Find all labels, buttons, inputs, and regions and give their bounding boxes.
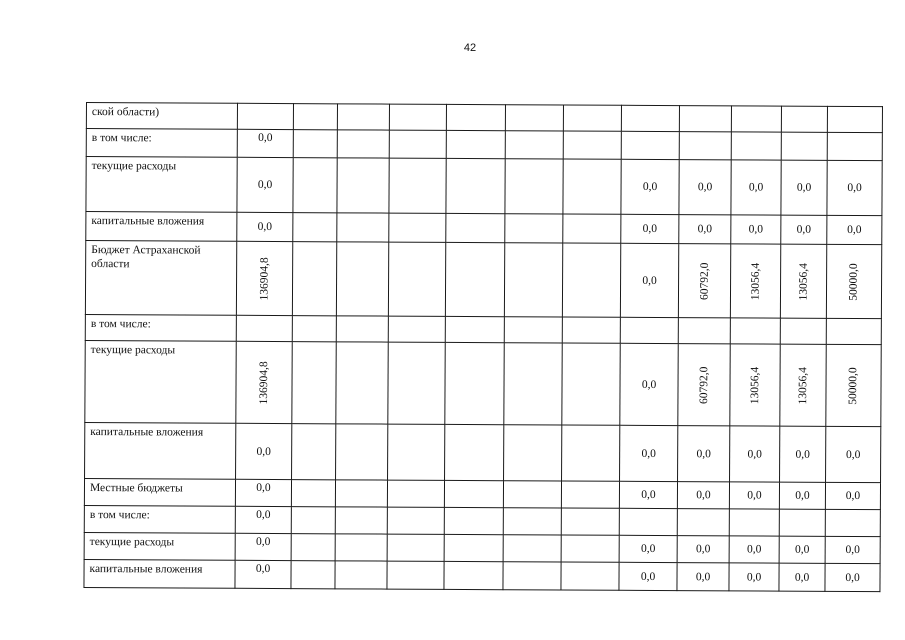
- vertical-value: 50000,0: [847, 366, 860, 405]
- value-cell: [504, 317, 562, 343]
- value-cell: [335, 534, 387, 561]
- value-cell: [677, 509, 729, 536]
- value-cell: [387, 507, 444, 534]
- value-cell: [562, 343, 620, 425]
- value-cell: [389, 158, 446, 213]
- value-cell: 0,0: [236, 423, 292, 479]
- value-cell: [561, 535, 619, 562]
- value-cell: [678, 344, 730, 426]
- table-row: [85, 340, 881, 426]
- value-cell: 0,0: [619, 562, 677, 590]
- value-cell: 0,0: [237, 212, 293, 241]
- row-label: текущие расходы: [84, 532, 235, 560]
- value-cell: [827, 132, 882, 160]
- row-label: капитальные вложения: [86, 212, 237, 242]
- value-cell: [444, 561, 503, 589]
- value-cell: [444, 507, 503, 534]
- value-cell: 0,0: [731, 160, 781, 215]
- value-cell: [445, 342, 504, 424]
- value-cell: [826, 318, 881, 344]
- value-cell: [446, 104, 505, 130]
- value-cell: [780, 318, 826, 344]
- vertical-value: 13056,4: [796, 366, 810, 404]
- value-cell: [780, 344, 826, 426]
- value-cell: [445, 424, 504, 480]
- value-cell: [563, 131, 621, 159]
- value-cell: [337, 104, 389, 130]
- value-cell: [563, 214, 621, 243]
- table-row: [85, 422, 881, 482]
- value-cell: [446, 130, 505, 158]
- table-row: [84, 505, 880, 536]
- value-cell: 0,0: [677, 563, 729, 591]
- value-cell: [731, 132, 781, 160]
- value-cell: [444, 534, 503, 561]
- value-cell: 0,0: [237, 129, 293, 157]
- value-cell: [729, 509, 779, 536]
- value-cell: [387, 561, 444, 589]
- value-cell: [504, 425, 562, 481]
- value-cell: [826, 344, 881, 426]
- value-cell: [388, 424, 445, 480]
- table-row: [86, 212, 882, 245]
- value-cell: [388, 342, 445, 424]
- row-label: в том числе:: [85, 314, 236, 341]
- row-label: в том числе:: [86, 129, 237, 158]
- row-label: ской области): [86, 103, 237, 130]
- value-cell: [779, 509, 825, 536]
- value-cell: [292, 316, 336, 342]
- value-cell: [389, 104, 446, 130]
- value-cell: [337, 213, 389, 242]
- value-cell: 0,0: [827, 160, 882, 215]
- value-cell: 0,0: [780, 426, 826, 482]
- value-cell: [730, 244, 780, 318]
- value-cell: [621, 105, 679, 131]
- value-cell: 0,0: [781, 160, 827, 215]
- value-cell: 0,0: [678, 426, 730, 482]
- value-cell: [563, 105, 621, 131]
- row-label: текущие расходы: [85, 340, 236, 423]
- vertical-value: 13056,4: [797, 262, 810, 300]
- value-cell: 0,0: [825, 536, 880, 563]
- value-cell: [446, 158, 505, 213]
- value-cell: [445, 316, 504, 342]
- table-row: [84, 478, 880, 509]
- value-cell: [336, 424, 388, 480]
- value-cell: [503, 535, 561, 562]
- value-cell: [444, 480, 503, 507]
- value-cell: 0,0: [677, 536, 729, 563]
- table-body: [84, 103, 883, 592]
- value-cell: [291, 507, 335, 534]
- value-cell: 0,0: [621, 159, 679, 214]
- value-cell: [562, 243, 620, 317]
- value-cell: 0,0: [729, 482, 779, 509]
- value-cell: [504, 343, 562, 425]
- value-cell: [503, 562, 561, 590]
- vertical-value: 13056,4: [749, 262, 762, 300]
- value-cell: 0,0: [779, 563, 825, 591]
- value-cell: [780, 244, 826, 318]
- value-cell: 0,0: [620, 243, 678, 317]
- value-cell: [563, 159, 621, 214]
- value-cell: [292, 242, 336, 316]
- value-cell: [236, 315, 292, 341]
- value-cell: [293, 104, 337, 130]
- value-cell: [337, 158, 389, 213]
- value-cell: [505, 105, 563, 131]
- value-cell: 0,0: [235, 506, 291, 533]
- value-cell: [561, 562, 619, 590]
- value-cell: [293, 130, 337, 158]
- value-cell: [781, 132, 827, 160]
- value-cell: [291, 561, 335, 589]
- value-cell: [293, 213, 337, 242]
- value-cell: [291, 534, 335, 561]
- vertical-value: 60792,0: [698, 262, 711, 300]
- value-cell: [825, 509, 880, 536]
- value-cell: [389, 213, 446, 242]
- value-cell: [236, 241, 292, 315]
- value-cell: [827, 106, 882, 132]
- value-cell: [292, 424, 336, 480]
- value-cell: 0,0: [619, 535, 677, 562]
- value-cell: [237, 103, 293, 129]
- value-cell: [679, 132, 731, 160]
- value-cell: [336, 242, 388, 316]
- value-cell: [335, 561, 387, 589]
- page-number: 42: [463, 42, 477, 54]
- value-cell: [236, 341, 292, 423]
- value-cell: [293, 158, 337, 213]
- value-cell: 0,0: [731, 215, 781, 244]
- value-cell: 0,0: [825, 563, 880, 591]
- value-cell: 0,0: [825, 482, 880, 509]
- value-cell: 0,0: [730, 426, 780, 482]
- value-cell: [561, 481, 619, 508]
- value-cell: [505, 131, 563, 159]
- value-cell: [337, 130, 389, 158]
- value-cell: [730, 344, 780, 426]
- vertical-value: 60792,0: [697, 366, 711, 404]
- value-cell: [679, 106, 731, 132]
- table-row: [84, 532, 880, 563]
- value-cell: [388, 242, 445, 316]
- row-label: Местные бюджеты: [84, 478, 235, 506]
- value-cell: [503, 508, 561, 535]
- value-cell: 0,0: [729, 536, 779, 563]
- value-cell: 0,0: [237, 157, 293, 212]
- value-cell: 0,0: [619, 481, 677, 508]
- value-cell: [731, 106, 781, 132]
- value-cell: [505, 214, 563, 243]
- table-row: [85, 241, 881, 319]
- value-cell: 0,0: [235, 479, 291, 506]
- budget-table: [83, 102, 883, 592]
- row-label: текущие расходы: [86, 157, 237, 213]
- value-cell: 0,0: [679, 215, 731, 244]
- table-row: [84, 559, 880, 591]
- value-cell: 0,0: [620, 425, 678, 481]
- table-row: [86, 129, 882, 161]
- value-cell: [336, 316, 388, 342]
- value-cell: 0,0: [235, 533, 291, 560]
- value-cell: [620, 317, 678, 343]
- value-cell: [336, 342, 388, 424]
- value-cell: [621, 131, 679, 159]
- row-label: в том числе:: [84, 505, 235, 533]
- value-cell: 0,0: [781, 215, 827, 244]
- value-cell: [292, 342, 336, 424]
- vertical-value: 136904,8: [257, 360, 271, 405]
- value-cell: [504, 243, 562, 317]
- value-cell: [445, 242, 504, 316]
- value-cell: [446, 213, 505, 242]
- value-cell: [619, 508, 677, 535]
- value-cell: [335, 507, 387, 534]
- value-cell: 0,0: [779, 482, 825, 509]
- value-cell: [388, 316, 445, 342]
- value-cell: [730, 318, 780, 344]
- value-cell: [781, 106, 827, 132]
- value-cell: 0,0: [729, 563, 779, 591]
- value-cell: [389, 130, 446, 158]
- table-row: [86, 157, 882, 216]
- value-cell: [387, 480, 444, 507]
- value-cell: [561, 508, 619, 535]
- vertical-value: 13056,4: [748, 366, 762, 404]
- vertical-value: 136904,8: [258, 256, 271, 301]
- value-cell: [387, 534, 444, 561]
- value-cell: [678, 244, 730, 318]
- value-cell: 0,0: [677, 482, 729, 509]
- value-cell: 0,0: [826, 426, 881, 482]
- value-cell: 0,0: [621, 214, 679, 243]
- value-cell: [562, 317, 620, 343]
- vertical-value: 50000,0: [847, 262, 861, 301]
- value-cell: 0,0: [679, 160, 731, 215]
- value-cell: 0,0: [620, 343, 678, 425]
- row-label: Бюджет Астраханской области: [85, 241, 236, 316]
- value-cell: [335, 480, 387, 507]
- value-cell: [562, 425, 620, 481]
- value-cell: 0,0: [235, 560, 291, 588]
- row-label: капитальные вложения: [84, 559, 235, 588]
- value-cell: 0,0: [827, 215, 882, 244]
- row-label: капитальные вложения: [85, 422, 236, 479]
- value-cell: [503, 481, 561, 508]
- value-cell: [505, 159, 563, 214]
- value-cell: [678, 318, 730, 344]
- value-cell: [291, 480, 335, 507]
- value-cell: 0,0: [779, 536, 825, 563]
- value-cell: [826, 244, 881, 318]
